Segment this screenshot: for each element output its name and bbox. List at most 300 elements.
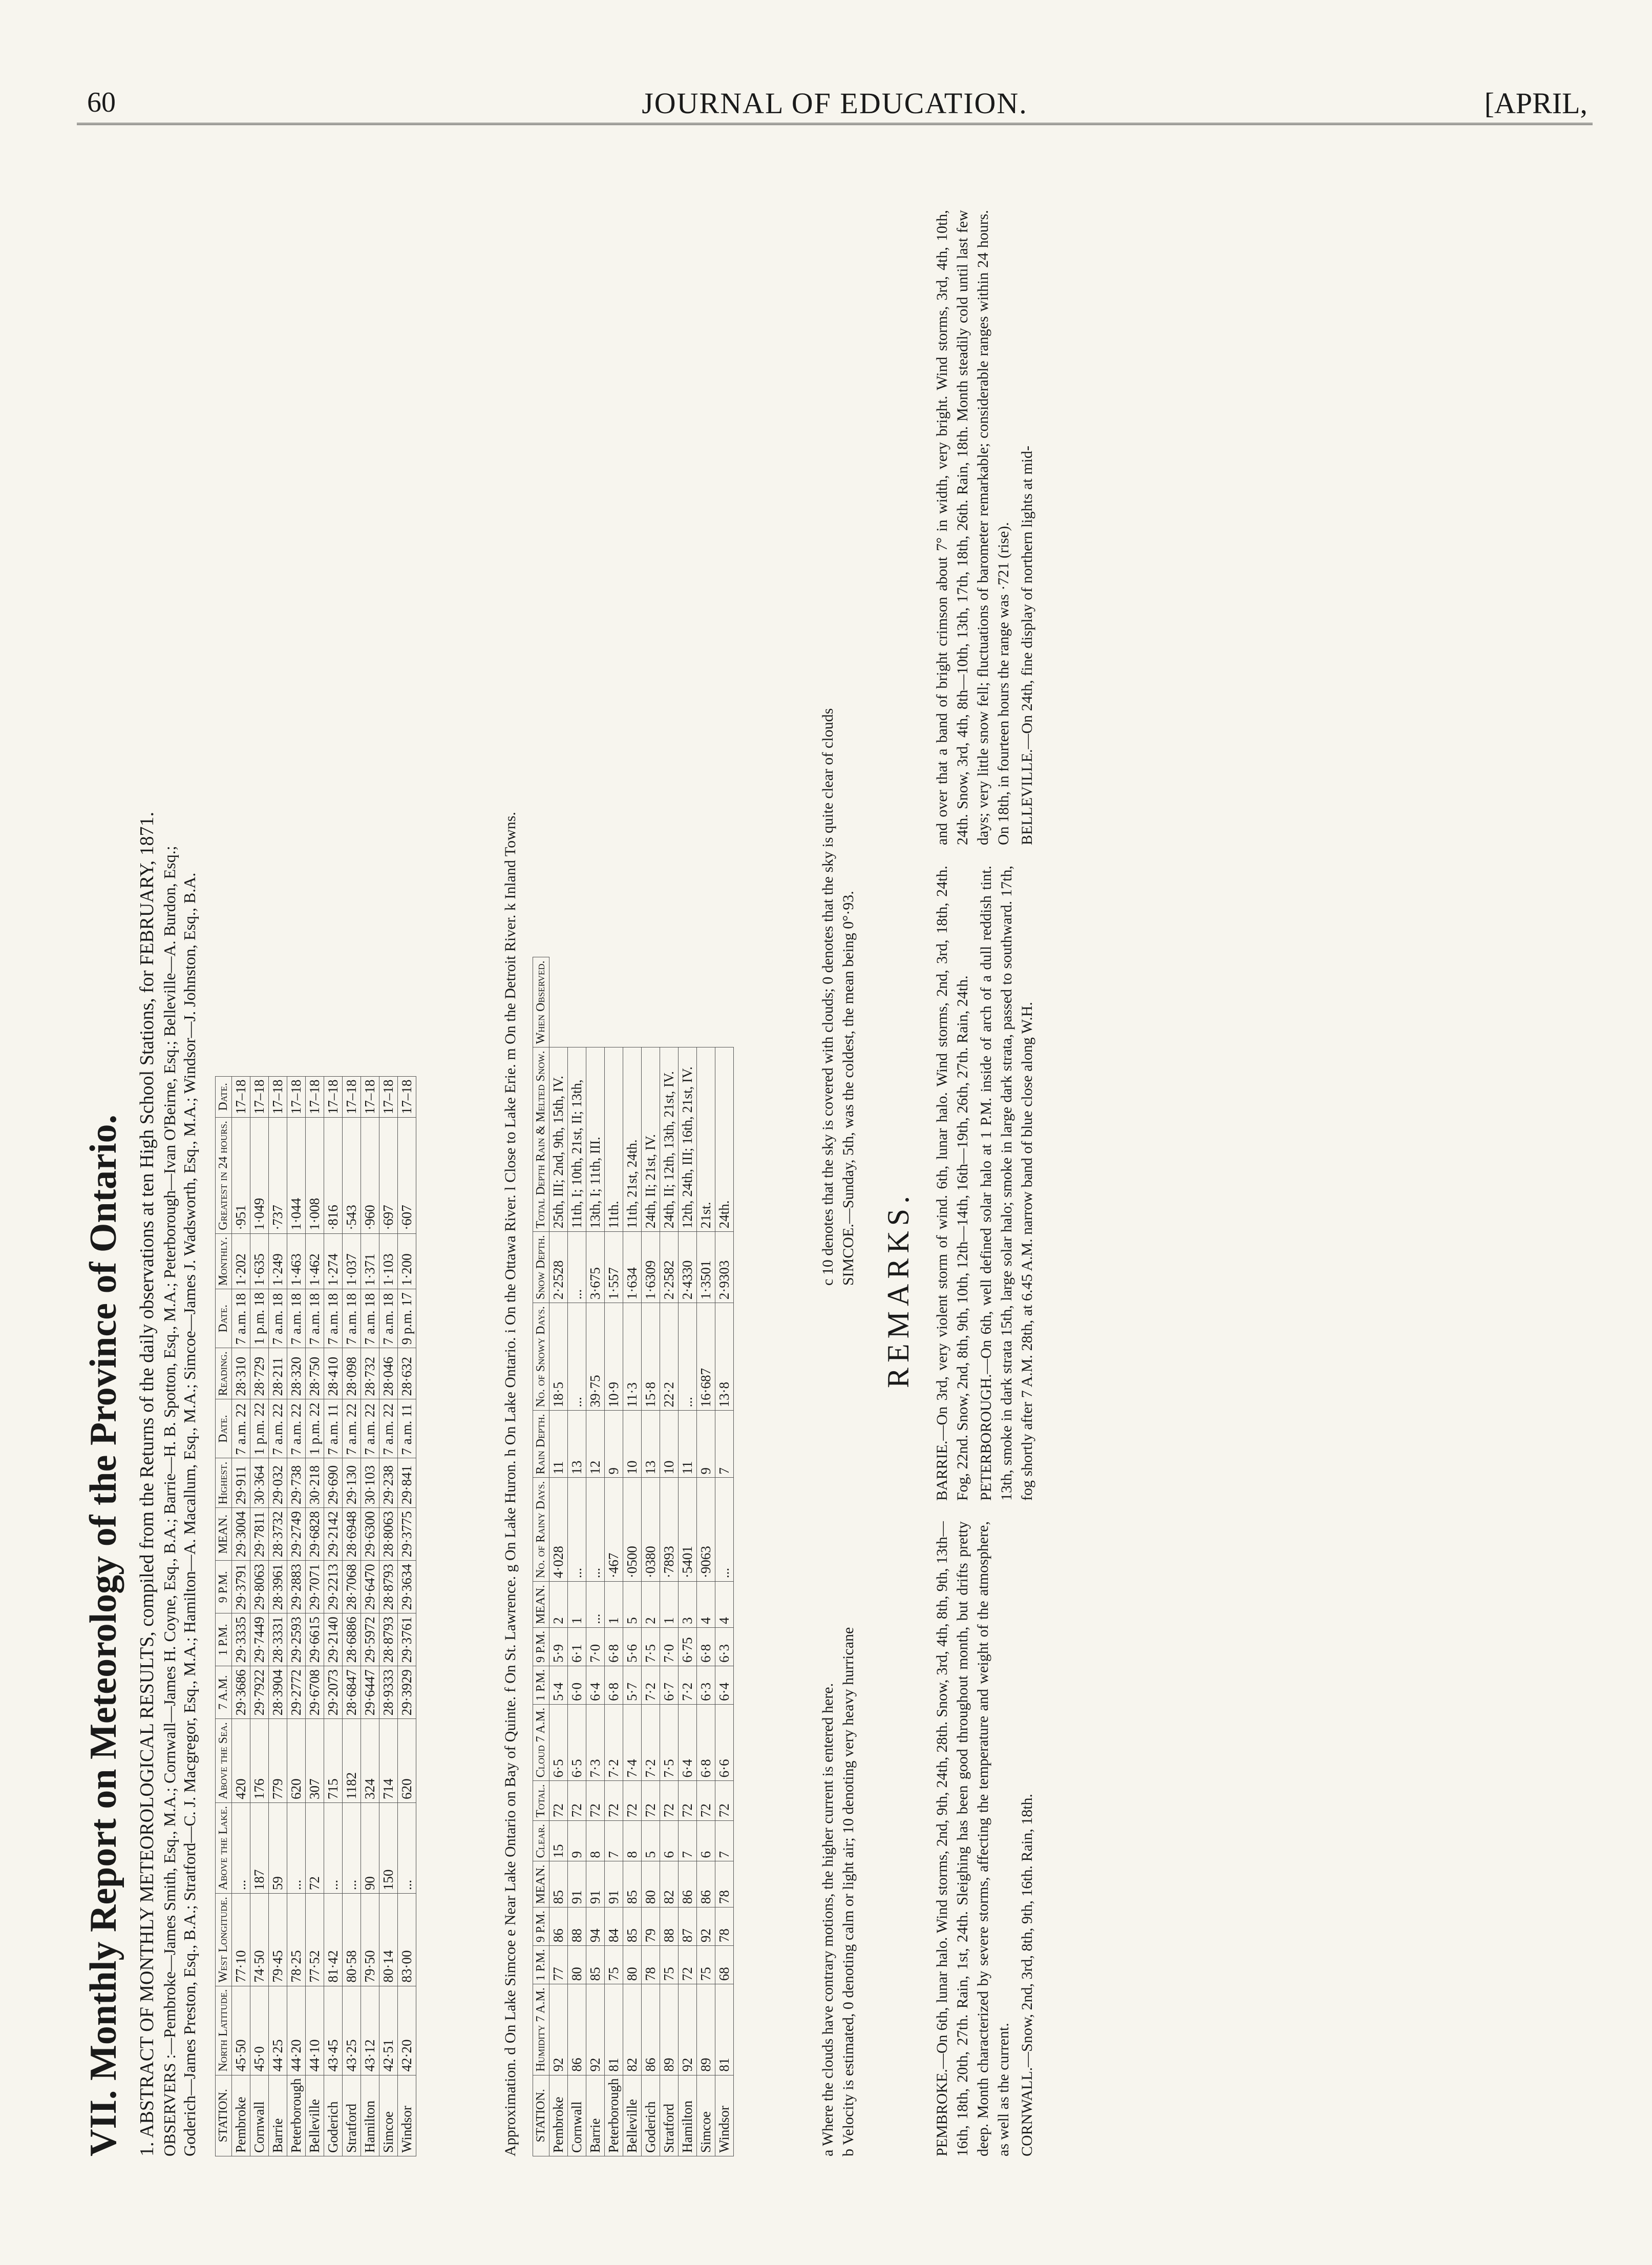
table-cell: 81 xyxy=(605,1984,623,2075)
table-row xyxy=(715,957,734,2156)
table-cell: 29·6615 xyxy=(306,1613,324,1666)
table-cell: 15·8 xyxy=(642,1303,660,1411)
table-cell: 6·5 xyxy=(568,1704,586,1781)
station-cell: Simcoe xyxy=(697,2075,715,2156)
table-cell: 45·50 xyxy=(232,1986,250,2075)
table-cell: 28·3904 xyxy=(269,1666,287,1719)
table-cell: 29·2593 xyxy=(287,1613,306,1666)
table-cell: 84 xyxy=(605,1907,623,1946)
table-row xyxy=(324,1076,343,2156)
table-cell: 28·3961 xyxy=(269,1561,287,1613)
table-cell: 1·462 xyxy=(306,1233,324,1289)
table-cell: 620 xyxy=(398,1719,416,1803)
table-cell: 29·7449 xyxy=(250,1613,269,1666)
table-cell: 92 xyxy=(586,1984,605,2075)
humidity-header: Humidity 7 A.M. xyxy=(533,1984,549,2075)
table-cell: 77 xyxy=(549,1946,568,1984)
table-cell: 28·732 xyxy=(361,1348,379,1399)
table-cell: ·816 xyxy=(324,1118,343,1234)
table-row xyxy=(568,957,586,2156)
table-cell: 1·103 xyxy=(379,1233,398,1289)
table-cell: 7·2 xyxy=(605,1704,623,1781)
table-cell: 88 xyxy=(568,1907,586,1946)
table-cell: 28·8793 xyxy=(379,1613,398,1666)
table-cell: 7 xyxy=(715,1411,734,1478)
table-cell: 1·037 xyxy=(343,1233,361,1289)
humidity-table-block xyxy=(533,957,734,2156)
table-cell: 28·410 xyxy=(324,1348,343,1399)
table-cell: 7 xyxy=(715,1821,734,1861)
table-cell: 86 xyxy=(679,1861,697,1907)
barometer-header: Greatest in 24 hours. xyxy=(216,1118,232,1234)
table-cell: 7 a.m. 18 xyxy=(343,1289,361,1348)
barometer-table xyxy=(215,1076,416,2156)
table-cell: 78 xyxy=(715,1907,734,1946)
table-cell: 81 xyxy=(715,1984,734,2075)
table-cell: 85 xyxy=(586,1946,605,1984)
barometer-header: 1 P.M. xyxy=(216,1613,232,1666)
table-cell: 5·9 xyxy=(549,1627,568,1666)
table-cell: 28·098 xyxy=(343,1348,361,1399)
table-row xyxy=(642,957,660,2156)
table-cell: 24th, II; 12th, 13th, 21st, IV. xyxy=(660,1047,679,1232)
table-cell: 2·9303 xyxy=(715,1232,734,1303)
table-cell: ... xyxy=(568,1232,586,1303)
barometer-header: Date. xyxy=(216,1399,232,1458)
table-cell: 91 xyxy=(586,1861,605,1907)
table-cell: 2·2582 xyxy=(660,1232,679,1303)
table-cell: 176 xyxy=(250,1719,269,1803)
table-cell: 29·3634 xyxy=(398,1561,416,1613)
barometer-header: Reading. xyxy=(216,1348,232,1399)
table-cell: 29·8063 xyxy=(250,1561,269,1613)
table-cell: 5·6 xyxy=(623,1627,642,1666)
table-cell: 4 xyxy=(715,1582,734,1628)
table-cell: 80·14 xyxy=(379,1894,398,1986)
table-cell: 1 p.m. 22 xyxy=(250,1399,269,1458)
table-cell: 17–18 xyxy=(379,1076,398,1118)
barometer-header: North Latitude. xyxy=(216,1986,232,2075)
table-cell: 7 a.m. 18 xyxy=(324,1289,343,1348)
station-cell: Barrie xyxy=(269,2075,287,2156)
station-cell: Cornwall xyxy=(568,2075,586,2156)
table-cell: 28·046 xyxy=(379,1348,398,1399)
table-cell: 72 xyxy=(586,1781,605,1821)
table-cell: 13 xyxy=(568,1411,586,1478)
table-cell: 6·0 xyxy=(568,1666,586,1704)
table-cell: 29·2213 xyxy=(324,1561,343,1613)
note-a: a Where the clouds have contrary motions, the higher current is entered here. xyxy=(819,1683,836,2156)
table-row xyxy=(232,1076,250,2156)
table-cell: 87 xyxy=(679,1907,697,1946)
table-cell: 7·2 xyxy=(679,1666,697,1704)
table-cell: 1 xyxy=(660,1582,679,1628)
table-cell: 78 xyxy=(715,1861,734,1907)
table-cell: 7 a.m. 18 xyxy=(361,1289,379,1348)
table-cell: 74·50 xyxy=(250,1894,269,1986)
table-cell: 8 xyxy=(623,1821,642,1861)
table-cell: 1 xyxy=(605,1582,623,1628)
station-cell: Pembroke xyxy=(549,2075,568,2156)
journal-title: JOURNAL OF EDUCATION. xyxy=(642,87,1028,120)
table-cell: 29·7071 xyxy=(306,1561,324,1613)
table-row xyxy=(549,957,568,2156)
table-cell: 6·5 xyxy=(549,1704,568,1781)
station-cell: Hamilton xyxy=(361,2075,379,2156)
table-cell: 28·8793 xyxy=(379,1561,398,1613)
table-cell: 43·12 xyxy=(361,1986,379,2075)
table-cell: 25th, III; 2nd, 9th, 15th, IV. xyxy=(549,1047,568,1232)
barometer-header: Above the Sea. xyxy=(216,1719,232,1803)
station-cell: Goderich xyxy=(324,2075,343,2156)
barometer-header: MEAN. xyxy=(216,1508,232,1561)
note-b: b Velocity is estimated, 0 denoting calm or light air; 10 denoting very heavy hurricane xyxy=(840,1627,857,2156)
table-cell: 80 xyxy=(642,1861,660,1907)
table-cell: 91 xyxy=(605,1861,623,1907)
table-cell: 28·632 xyxy=(398,1348,416,1399)
table-cell: 8 xyxy=(586,1821,605,1861)
table-cell: 29·238 xyxy=(379,1458,398,1508)
note-c: c 10 denotes that the sky is covered with clouds; 0 denotes that the sky is quite clear of clouds xyxy=(819,708,836,1286)
table-cell: 11th. xyxy=(605,1047,623,1232)
table-cell: 3·675 xyxy=(586,1232,605,1303)
table-cell: ·543 xyxy=(343,1118,361,1234)
barometer-header: 9 P.M. xyxy=(216,1561,232,1613)
table-cell: 11th, 21st, 24th. xyxy=(623,1047,642,1232)
table-cell: 28·9333 xyxy=(379,1666,398,1719)
table-cell: 29·7922 xyxy=(250,1666,269,1719)
table-cell: 1 p.m. 18 xyxy=(250,1289,269,1348)
table-cell: 17–18 xyxy=(306,1076,324,1118)
page-number: 60 xyxy=(87,87,116,118)
table-cell: 29·5972 xyxy=(361,1613,379,1666)
barometer-header: Above the Lake. xyxy=(216,1802,232,1893)
table-cell: 44·20 xyxy=(287,1986,306,2075)
table-cell: 1182 xyxy=(343,1719,361,1803)
station-cell: Belleville xyxy=(623,2075,642,2156)
table-cell: 7·3 xyxy=(586,1704,605,1781)
table-cell: 80 xyxy=(568,1946,586,1984)
table-cell: 7·0 xyxy=(660,1627,679,1666)
table-cell: 28·6847 xyxy=(343,1666,361,1719)
table-cell: 18·5 xyxy=(549,1303,568,1411)
table-cell: 324 xyxy=(361,1719,379,1803)
table-cell: 17–18 xyxy=(324,1076,343,1118)
table-cell: 5 xyxy=(623,1582,642,1628)
table-cell: 79 xyxy=(642,1907,660,1946)
table-cell: 29·2073 xyxy=(324,1666,343,1719)
table-cell: 17–18 xyxy=(361,1076,379,1118)
table-cell: 12th, 24th, III; 16th, 21st, IV. xyxy=(679,1047,697,1232)
table-row xyxy=(361,1076,379,2156)
table-cell: 7 a.m. 11 xyxy=(398,1399,416,1458)
humidity-header: Snow Depth. xyxy=(533,1232,549,1303)
table-cell: 1·634 xyxy=(623,1232,642,1303)
table-cell: 29·3929 xyxy=(398,1666,416,1719)
table-cell: 2·4330 xyxy=(679,1232,697,1303)
table-row xyxy=(250,1076,269,2156)
table-cell: 1·008 xyxy=(306,1118,324,1234)
table-cell: 1·463 xyxy=(287,1233,306,1289)
table-cell: 43·45 xyxy=(324,1986,343,2075)
table-cell: 10·9 xyxy=(605,1303,623,1411)
table-row xyxy=(623,957,642,2156)
table-cell: ... xyxy=(287,1802,306,1893)
table-cell: 13·8 xyxy=(715,1303,734,1411)
table-cell: 13th, I; 11th, III. xyxy=(586,1047,605,1232)
table-cell: 29·3004 xyxy=(232,1508,250,1561)
table-cell: 6·3 xyxy=(697,1666,715,1704)
table-cell: 29·3775 xyxy=(398,1508,416,1561)
table-cell: 29·3686 xyxy=(232,1666,250,1719)
table-cell: 72 xyxy=(715,1781,734,1821)
table-cell: 24th, II; 21st, IV. xyxy=(642,1047,660,1232)
table-cell: 1·557 xyxy=(605,1232,623,1303)
table-cell: 2 xyxy=(549,1582,568,1628)
station-cell: Peterborough xyxy=(605,2075,623,2156)
table-cell: 29·2883 xyxy=(287,1561,306,1613)
table-cell: 28·750 xyxy=(306,1348,324,1399)
table-cell: 89 xyxy=(660,1984,679,2075)
remark-belleville: BELLEVILLE.—On 24th, fine display of northern lights at mid- xyxy=(1019,446,1035,845)
table-cell: 13 xyxy=(642,1411,660,1478)
table-cell: 29·2140 xyxy=(324,1613,343,1666)
remark-continued: and over that a band of bright crimson about 7° in width, very bright. Wind storms, 3rd, 4th, 10th, 24th. Snow, 3rd, 4th, 8th—10th, 13th, 17th, 18th, 26th. Rain, 18th. Month steadily cold until last few days; very little snow fell; fluctuations of barometer remarkable; considerable ranges within 24 hours. On 18th, in fourteen hours the range was ·721 (rise). xyxy=(934,210,1012,845)
table-cell: 72 xyxy=(549,1781,568,1821)
table-cell: 28·8063 xyxy=(379,1508,398,1561)
table-cell: 83·00 xyxy=(398,1894,416,1986)
table-cell: 2 xyxy=(642,1582,660,1628)
table-cell: ... xyxy=(679,1303,697,1411)
table-cell: 21st. xyxy=(697,1047,715,1232)
page-header xyxy=(77,77,1593,125)
table-cell: ·607 xyxy=(398,1118,416,1234)
barometer-header: Monthly. xyxy=(216,1233,232,1289)
table-cell: 7·2 xyxy=(642,1704,660,1781)
table-cell: 85 xyxy=(623,1861,642,1907)
table-cell: 7 a.m. 18 xyxy=(232,1289,250,1348)
table-row xyxy=(343,1076,361,2156)
table-cell: 620 xyxy=(287,1719,306,1803)
table-cell: 85 xyxy=(549,1861,568,1907)
barometer-header: Date. xyxy=(216,1289,232,1348)
table-row xyxy=(398,1076,416,2156)
table-cell: ·0380 xyxy=(642,1478,660,1582)
table-cell: 72 xyxy=(660,1781,679,1821)
table-cell: ·960 xyxy=(361,1118,379,1234)
table-cell: 86 xyxy=(642,1984,660,2075)
table-cell: 1·249 xyxy=(269,1233,287,1289)
humidity-header: Cloud 7 A.M. xyxy=(533,1704,549,1781)
report-title: VII. Monthly Report on Meteorology of the Province of Ontario. xyxy=(82,1114,124,2156)
table-cell: 7 a.m. 18 xyxy=(269,1289,287,1348)
table-cell: 85 xyxy=(623,1907,642,1946)
table-cell: 17–18 xyxy=(269,1076,287,1118)
remarks-body xyxy=(932,210,1444,2156)
humidity-winds-table xyxy=(533,957,734,2156)
table-row xyxy=(660,957,679,2156)
table1-note: Approximation. d On Lake Simcoe e Near Lake Ontario on Bay of Quinte. f On St. Lawrence. g On Lake Huron. h On Lake Ontario. i On the Ottawa River. l Close to Lake Erie. m On the Detroit River. k Inland Towns. xyxy=(502,811,519,2156)
table-cell: 29·6828 xyxy=(306,1508,324,1561)
humidity-header: 9 P.M. xyxy=(533,1627,549,1666)
table-cell: 1·200 xyxy=(398,1233,416,1289)
table-row xyxy=(586,957,605,2156)
table-cell: 78·25 xyxy=(287,1894,306,1986)
table-cell: 5 xyxy=(642,1821,660,1861)
table-cell: 29·911 xyxy=(232,1458,250,1508)
table-cell: 89 xyxy=(697,1984,715,2075)
table-cell: 7 a.m. 18 xyxy=(287,1289,306,1348)
table-cell: 30·103 xyxy=(361,1458,379,1508)
table-cell: 11 xyxy=(679,1411,697,1478)
table-cell: 92 xyxy=(697,1907,715,1946)
table-cell: 91 xyxy=(568,1861,586,1907)
table-cell: 187 xyxy=(250,1802,269,1893)
table-cell: ... xyxy=(232,1802,250,1893)
table-cell: 1·635 xyxy=(250,1233,269,1289)
table-cell: 28·729 xyxy=(250,1348,269,1399)
table-cell: 29·841 xyxy=(398,1458,416,1508)
table-cell: 6·3 xyxy=(715,1627,734,1666)
table-row xyxy=(679,957,697,2156)
table-cell: ... xyxy=(715,1478,734,1582)
table-row xyxy=(697,957,715,2156)
table-cell: 7 a.m. 22 xyxy=(361,1399,379,1458)
table-cell: 4·028 xyxy=(549,1478,568,1582)
table-cell: 1·3501 xyxy=(697,1232,715,1303)
issue-month: [APRIL, xyxy=(1484,87,1587,120)
table-cell: 68 xyxy=(715,1946,734,1984)
table-cell: 30·364 xyxy=(250,1458,269,1508)
table-cell: 28·7068 xyxy=(343,1561,361,1613)
table-cell: ·737 xyxy=(269,1118,287,1234)
station-cell: Peterborough xyxy=(287,2075,306,2156)
table-cell: 6·75 xyxy=(679,1627,697,1666)
table-cell: 28·320 xyxy=(287,1348,306,1399)
table-cell: 29·130 xyxy=(343,1458,361,1508)
table-cell: 1·6309 xyxy=(642,1232,660,1303)
table-cell: 81·42 xyxy=(324,1894,343,1986)
table-cell: 28·3331 xyxy=(269,1613,287,1666)
table-cell: 11 xyxy=(549,1411,568,1478)
table-cell: 29·738 xyxy=(287,1458,306,1508)
table-cell: 7·2 xyxy=(642,1666,660,1704)
table-cell: ·467 xyxy=(605,1478,623,1582)
table-cell: 7·5 xyxy=(660,1704,679,1781)
table-cell: 7 a.m. 22 xyxy=(287,1399,306,1458)
table-cell: 29·6470 xyxy=(361,1561,379,1613)
table-cell: 7·0 xyxy=(586,1627,605,1666)
table-cell: 22·2 xyxy=(660,1303,679,1411)
table-cell: 28·211 xyxy=(269,1348,287,1399)
humidity-header: No. of Snowy Days. xyxy=(533,1303,549,1411)
table-cell: 6·8 xyxy=(605,1627,623,1666)
table-cell: 7 a.m. 11 xyxy=(324,1399,343,1458)
table-cell: 79·45 xyxy=(269,1894,287,1986)
table-cell: ·7893 xyxy=(660,1478,679,1582)
table-cell: 77·52 xyxy=(306,1894,324,1986)
station-cell: Stratford xyxy=(343,2075,361,2156)
table-cell: 7 a.m. 22 xyxy=(232,1399,250,1458)
table-cell: 2·2528 xyxy=(549,1232,568,1303)
table-cell: 28·310 xyxy=(232,1348,250,1399)
table-cell: 29·6708 xyxy=(306,1666,324,1719)
table-cell: 92 xyxy=(679,1984,697,2075)
table-cell: 28·3732 xyxy=(269,1508,287,1561)
table-cell: ... xyxy=(398,1802,416,1893)
table-cell: 714 xyxy=(379,1719,398,1803)
table-cell: 10 xyxy=(623,1411,642,1478)
abstract-line: 1. ABSTRACT OF MONTHLY METEOROLOGICAL RESULTS, compiled from the Returns of the daily observations at ten High School Stations, for FEBRUARY, 1871. xyxy=(136,811,158,2156)
table-cell: 150 xyxy=(379,1802,398,1893)
table-cell: 75 xyxy=(697,1946,715,1984)
table-cell: ·9063 xyxy=(697,1478,715,1582)
table-cell: 7·4 xyxy=(623,1704,642,1781)
humidity-header: Clear. xyxy=(533,1821,549,1861)
table-cell: 1·049 xyxy=(250,1118,269,1234)
table-cell: 29·2749 xyxy=(287,1508,306,1561)
table-cell: 29·7811 xyxy=(250,1508,269,1561)
humidity-header: STATION. xyxy=(533,2075,549,2156)
table-row xyxy=(269,1076,287,2156)
station-cell: Hamilton xyxy=(679,2075,697,2156)
table-cell: 59 xyxy=(269,1802,287,1893)
barometer-header: Highest. xyxy=(216,1458,232,1508)
table-cell: ·697 xyxy=(379,1118,398,1234)
table-cell: 79·50 xyxy=(361,1894,379,1986)
table-cell: ... xyxy=(586,1582,605,1628)
humidity-header: 9 P.M. xyxy=(533,1907,549,1946)
table-cell: 44·25 xyxy=(269,1986,287,2075)
table-cell: 72 xyxy=(679,1946,697,1984)
table-cell: 6·7 xyxy=(660,1666,679,1704)
table-cell: 90 xyxy=(361,1802,379,1893)
table-cell: 92 xyxy=(549,1984,568,2075)
table-row xyxy=(306,1076,324,2156)
table-row xyxy=(605,957,623,2156)
table-cell: 75 xyxy=(660,1946,679,1984)
humidity-header: 1 P.M. xyxy=(533,1666,549,1704)
table-cell: 44·10 xyxy=(306,1986,324,2075)
table-row xyxy=(287,1076,306,2156)
table-cell: 7 a.m. 22 xyxy=(343,1399,361,1458)
station-cell: Pembroke xyxy=(232,2075,250,2156)
remarks-heading: REMARKS. xyxy=(881,1190,915,1388)
humidity-header: Total Depth Rain & Melted Snow. xyxy=(533,1047,549,1232)
table-cell: 45·0 xyxy=(250,1986,269,2075)
table-cell: 86 xyxy=(568,1984,586,2075)
note-simcoe: SIMCOE.—Sunday, 5th, was the coldest, the mean being 0°·93. xyxy=(840,891,857,1286)
table-cell: 17–18 xyxy=(287,1076,306,1118)
table-cell: 29·6300 xyxy=(361,1508,379,1561)
humidity-header: Total. xyxy=(533,1781,549,1821)
barometer-header: West Longitude. xyxy=(216,1894,232,1986)
table-cell: 28·6886 xyxy=(343,1613,361,1666)
table-cell: 72 xyxy=(679,1781,697,1821)
table-cell: ·951 xyxy=(232,1118,250,1234)
table-cell: 43·25 xyxy=(343,1986,361,2075)
table-cell: 80 xyxy=(623,1946,642,1984)
table-cell: 80·58 xyxy=(343,1894,361,1986)
table-cell: 6·8 xyxy=(697,1704,715,1781)
table-cell: 72 xyxy=(568,1781,586,1821)
table-cell: 86 xyxy=(549,1907,568,1946)
table-cell: 7 a.m. 22 xyxy=(379,1399,398,1458)
table-cell: 3 xyxy=(679,1582,697,1628)
table-cell: 7 a.m. 22 xyxy=(269,1399,287,1458)
table-cell: 29·6447 xyxy=(361,1666,379,1719)
table-cell: 9 p.m. 17 xyxy=(398,1289,416,1348)
